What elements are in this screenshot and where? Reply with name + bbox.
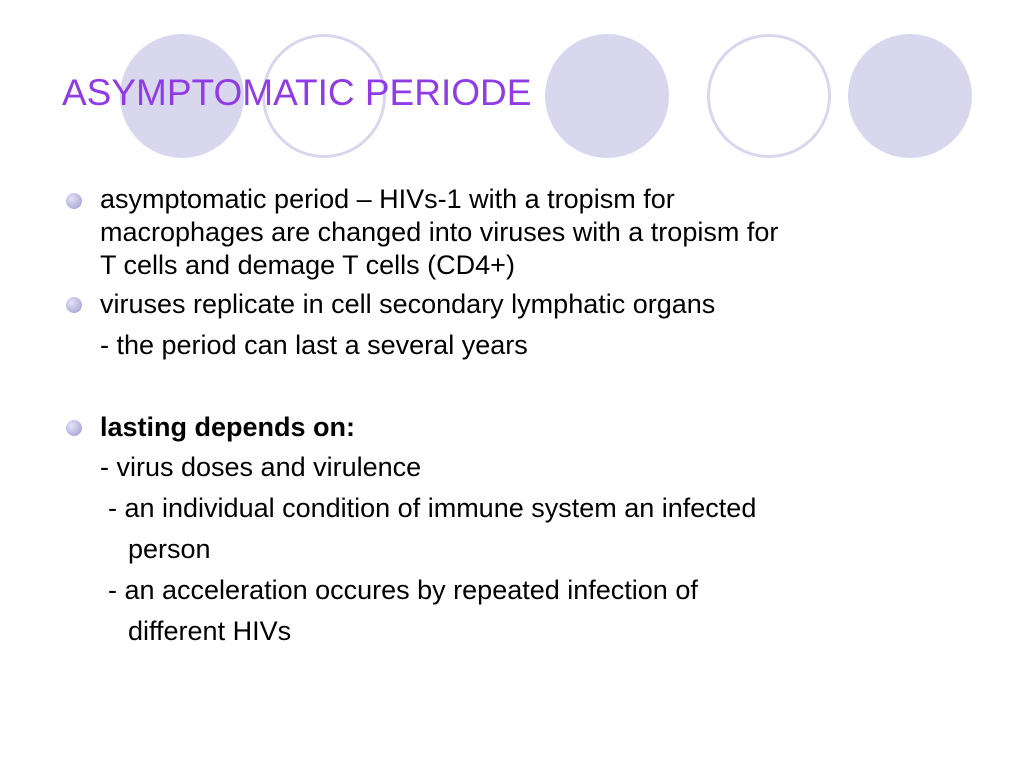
bullet-circle-icon — [66, 297, 82, 313]
bullet-1-line-1: asymptomatic period – HIVs-1 with a tropism for — [100, 184, 675, 214]
bullet-circle-icon — [66, 420, 82, 436]
bullet-1-line-2: macrophages are changed into viruses with a tropism for — [100, 217, 779, 247]
bullet-circle-icon — [66, 193, 82, 209]
decorative-circle-icon — [545, 34, 669, 158]
decorative-circle-icon — [707, 34, 831, 158]
sub-line-individual-condition: - an individual condition of immune system an infected — [108, 493, 757, 523]
sub-line-virus-doses: - virus doses and virulence — [100, 452, 422, 482]
sub-line-period: - the period can last a several years — [100, 330, 528, 360]
sub-line-different-hivs: different HIVs — [128, 616, 292, 646]
slide-title: ASYMPTOMATIC PERIODE — [62, 72, 532, 113]
sub-line-acceleration: - an acceleration occures by repeated infection of — [108, 575, 698, 605]
bullet-3-line-1: lasting depends on: — [100, 412, 356, 442]
bullet-1-line-3: T cells and demage T cells (CD4+) — [100, 250, 515, 280]
decorative-circle-icon — [848, 34, 972, 158]
bullet-2-line-1: viruses replicate in cell secondary lymphatic organs — [100, 289, 716, 319]
sub-line-person: person — [128, 534, 211, 564]
